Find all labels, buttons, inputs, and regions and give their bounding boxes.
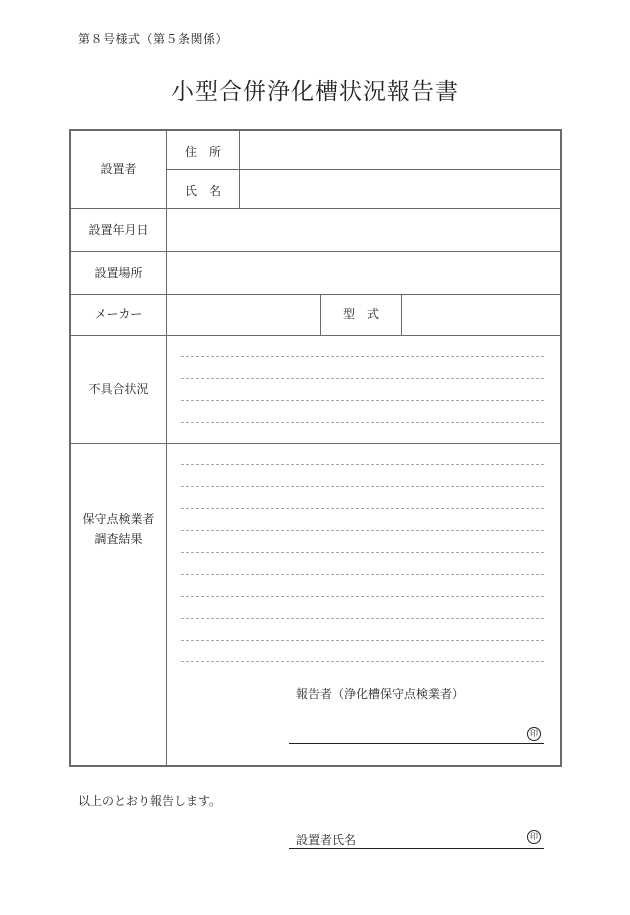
result-writing-line[interactable] (181, 552, 544, 553)
row-divider (70, 443, 561, 444)
result-writing-line[interactable] (181, 640, 544, 641)
result-writing-line[interactable] (181, 596, 544, 597)
defect-writing-line[interactable] (181, 422, 544, 423)
defect-writing-line[interactable] (181, 378, 544, 379)
row-divider (70, 251, 561, 252)
form-code: 第８号様式（第５条関係） (78, 32, 229, 46)
maker-label: メーカー (94, 307, 143, 321)
row-divider (70, 208, 561, 209)
result-writing-line[interactable] (181, 618, 544, 619)
model-divider-right (401, 294, 402, 335)
inspector-result-label-line1: 保守点検業者 (82, 512, 155, 526)
row-divider (70, 294, 561, 295)
document-title: 小型合併浄化槽状況報告書 (171, 79, 459, 105)
result-writing-line[interactable] (181, 508, 544, 509)
report-statement: 以上のとおり報告します。 (78, 794, 222, 808)
row-divider (70, 335, 561, 336)
reporter-signature-line[interactable] (289, 743, 544, 744)
label-column-divider (166, 130, 167, 766)
installer-name-label: 設置者氏名 (296, 833, 357, 847)
defect-writing-line[interactable] (181, 400, 544, 401)
result-writing-line[interactable] (181, 574, 544, 575)
install-date-label: 設置年月日 (88, 223, 149, 237)
installer-label: 設置者 (100, 162, 137, 176)
install-place-label: 設置場所 (94, 266, 143, 280)
result-writing-line[interactable] (181, 530, 544, 531)
result-writing-line[interactable] (181, 464, 544, 465)
defect-writing-line[interactable] (181, 356, 544, 357)
defect-status-label: 不具合状況 (88, 382, 149, 396)
result-writing-line[interactable] (181, 486, 544, 487)
result-writing-line[interactable] (181, 661, 544, 662)
installer-seal-mark: 印 (527, 830, 541, 844)
name-label: 氏 名 (184, 184, 221, 198)
reporter-seal-mark: 印 (527, 727, 541, 741)
address-label: 住 所 (184, 145, 221, 159)
row-divider (166, 169, 561, 170)
installer-signature-line[interactable] (289, 848, 544, 849)
reporter-label: 報告者（浄化槽保守点検業者） (296, 687, 465, 701)
inspector-result-label-line2: 調査結果 (94, 532, 143, 546)
model-label: 型 式 (342, 307, 379, 321)
